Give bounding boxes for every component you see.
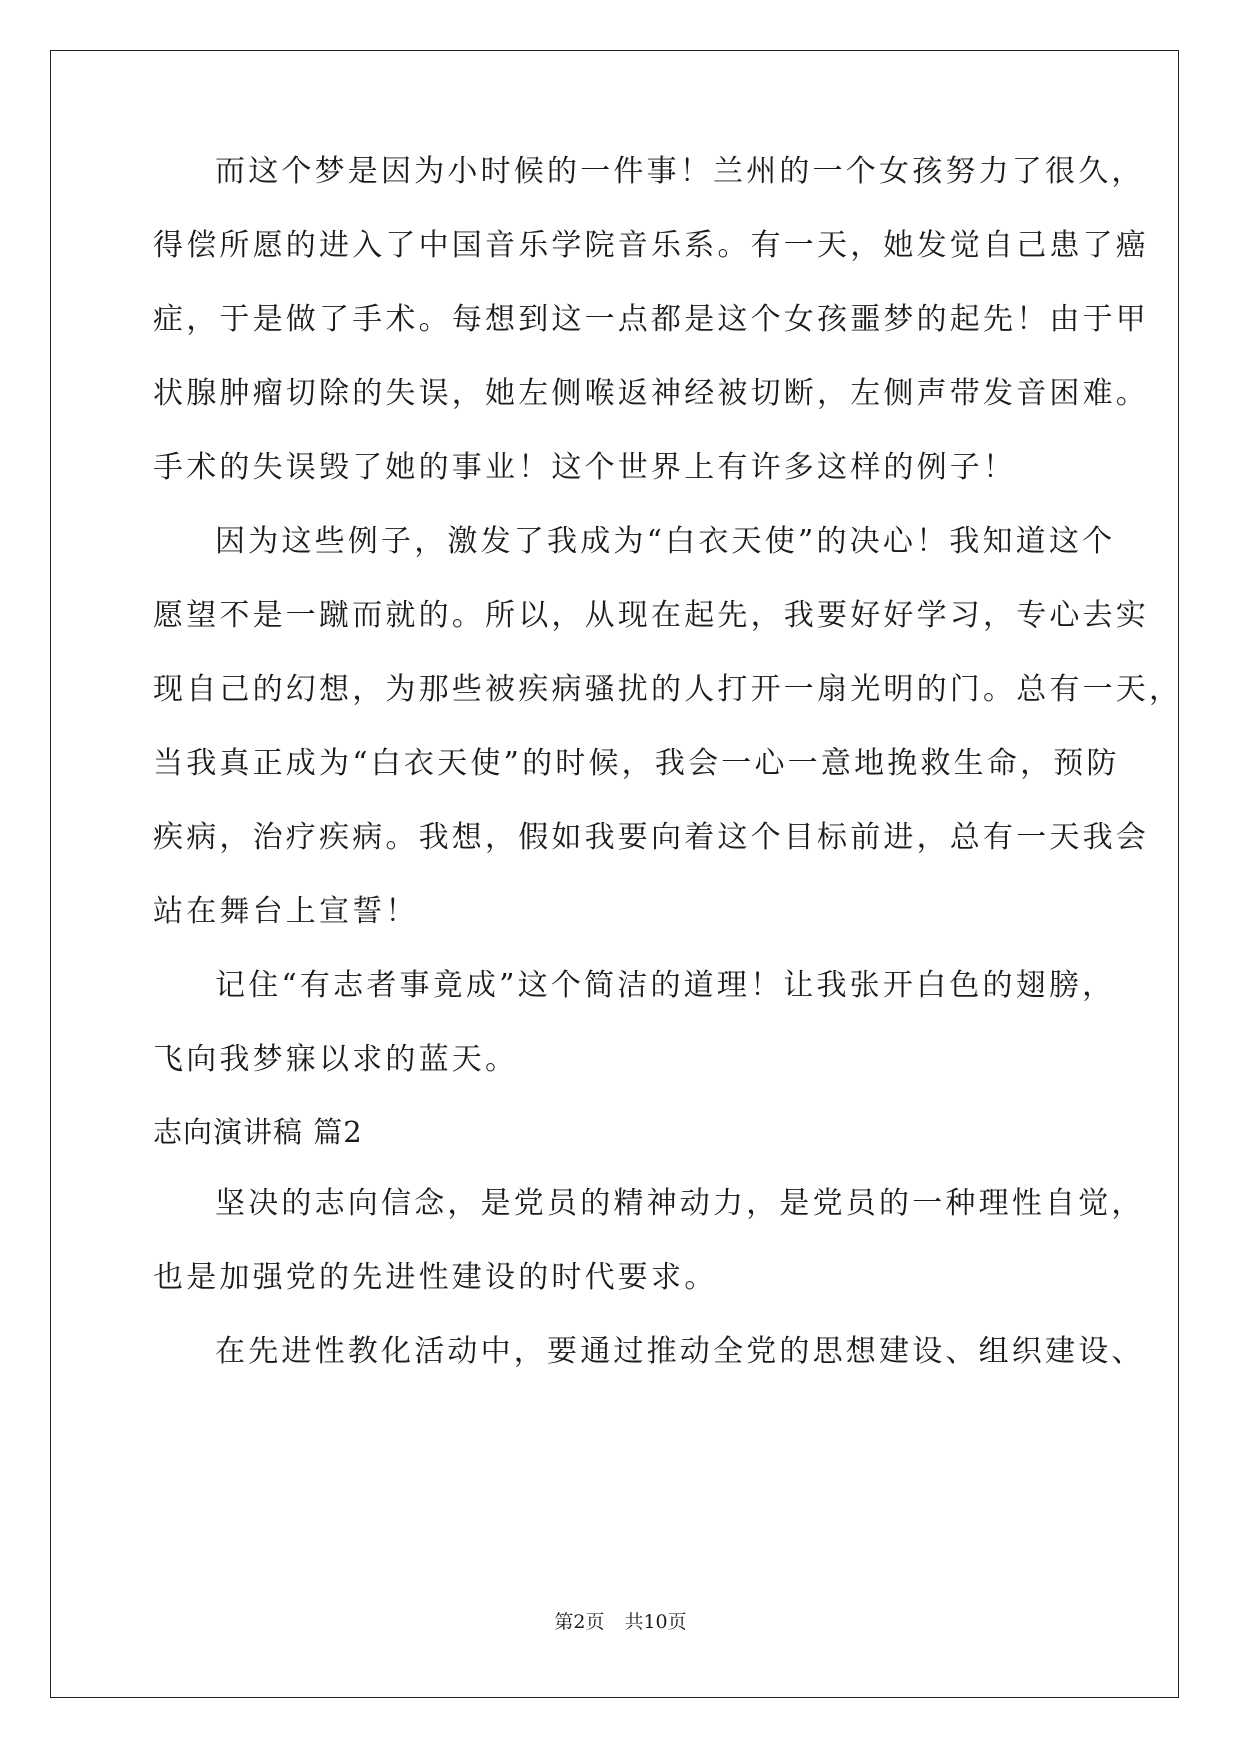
paragraph-line: 因为这些例子，激发了我成为“白衣天使”的决心！我知道这个	[215, 524, 1116, 559]
paragraph-line: 疾病，治疗疾病。我想，假如我要向着这个目标前进，总有一天我会	[153, 820, 1149, 855]
paragraph-line: 愿望不是一蹴而就的。所以，从现在起先，我要好好学习，专心去实	[153, 598, 1149, 633]
paragraph-line: 状腺肿瘤切除的失误，她左侧喉返神经被切断，左侧声带发音困难。	[153, 376, 1149, 411]
paragraph-line: 症，于是做了手术。每想到这一点都是这个女孩噩梦的起先！由于甲	[153, 302, 1149, 337]
paragraph-line: 坚决的志向信念，是党员的精神动力，是党员的一种理性自觉，	[215, 1186, 1145, 1221]
paragraph-line: 记住“有志者事竟成”这个简洁的道理！让我张开白色的翅膀，	[215, 968, 1116, 1003]
page-footer	[0, 1610, 1241, 1634]
page-total: 共10页	[624, 1611, 687, 1633]
paragraph-line: 手术的失误毁了她的事业！这个世界上有许多这样的例子！	[153, 450, 1017, 485]
section-heading: 志向演讲稿 篇2	[153, 1115, 363, 1149]
paragraph-line: 也是加强党的先进性建设的时代要求。	[153, 1260, 718, 1295]
paragraph-line: 站在舞台上宣誓！	[153, 894, 419, 929]
page-number: 第2页	[554, 1611, 605, 1633]
page-border	[50, 50, 1179, 1698]
paragraph-line: 当我真正成为“白衣天使”的时候，我会一心一意地挽救生命，预防	[153, 746, 1120, 781]
paragraph-line: 飞向我梦寐以求的蓝天。	[153, 1042, 519, 1077]
paragraph-line: 而这个梦是因为小时候的一件事！兰州的一个女孩努力了很久，	[215, 154, 1145, 189]
paragraph-line: 得偿所愿的进入了中国音乐学院音乐系。有一天，她发觉自己患了癌	[153, 228, 1149, 263]
paragraph-line: 在先进性教化活动中，要通过推动全党的思想建设、组织建设、	[215, 1334, 1145, 1369]
paragraph-line: 现自己的幻想，为那些被疾病骚扰的人打开一扇光明的门。总有一天，	[153, 672, 1183, 707]
